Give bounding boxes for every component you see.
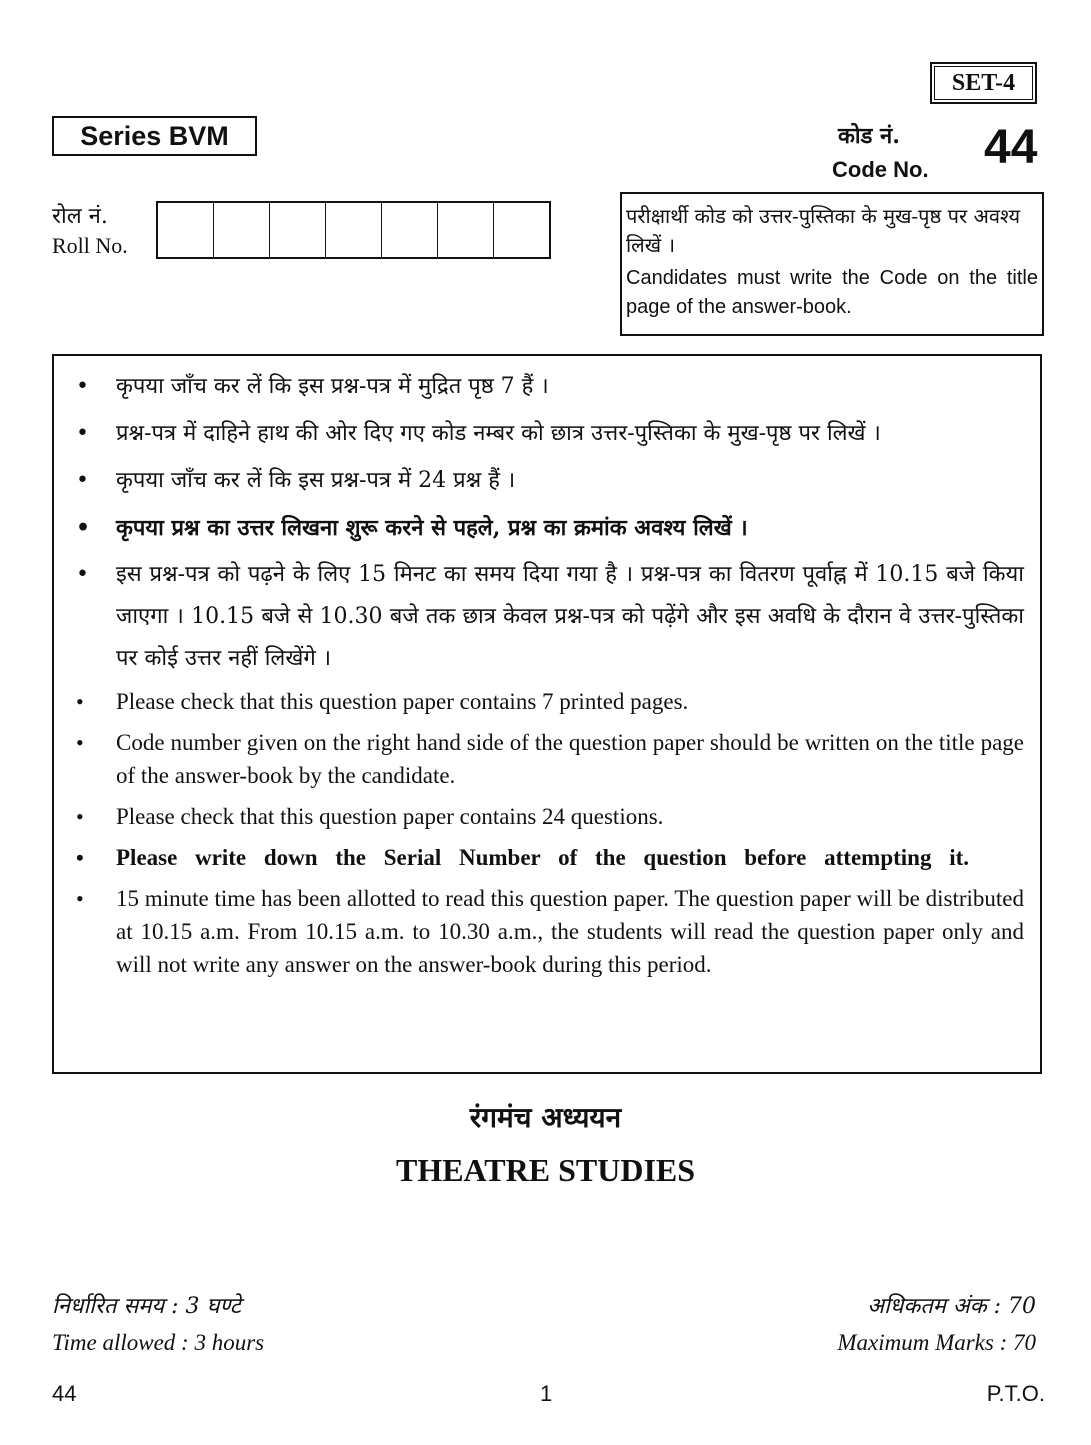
- subject-title-english: THEATRE STUDIES: [395, 1152, 696, 1188]
- bullet-icon: •: [76, 845, 84, 870]
- footer-page-number: 1: [540, 1381, 553, 1406]
- bullet-icon: •: [76, 886, 84, 911]
- roll-number-cell[interactable]: [326, 203, 382, 257]
- instruction-text: Code number given on the right hand side of the question paper should be written on the title page of the answer-book by the candidate.: [116, 730, 1024, 788]
- max-marks-english: Maximum Marks : 70: [837, 1330, 1036, 1355]
- candidate-notice-box: [620, 192, 1044, 336]
- code-number: 44: [984, 121, 1038, 174]
- bullet-icon: •: [76, 468, 89, 493]
- instruction-item: [68, 685, 1024, 718]
- instruction-text: Please check that this question paper contains 7 printed pages.: [116, 689, 689, 714]
- instruction-item: [68, 841, 1024, 874]
- roll-number-grid[interactable]: [156, 201, 551, 259]
- bullet-icon: •: [76, 689, 84, 714]
- time-allowed-hindi: निर्धारित समय : 3 घण्टे: [52, 1294, 241, 1319]
- series-label: Series BVM: [52, 116, 257, 156]
- roll-label-english: Roll No.: [52, 233, 128, 258]
- instruction-item: [68, 882, 1024, 981]
- roll-number-cell[interactable]: [494, 203, 549, 257]
- roll-number-cell[interactable]: [214, 203, 270, 257]
- set-label: SET-4: [934, 66, 1033, 100]
- roll-number-cell[interactable]: [158, 203, 214, 257]
- bullet-icon: •: [76, 562, 89, 587]
- time-allowed-english: Time allowed : 3 hours: [52, 1330, 265, 1355]
- bullet-icon: •: [76, 730, 84, 755]
- max-marks-hindi: अधिकतम अंक : 70: [867, 1294, 1036, 1319]
- instruction-text: इस प्रश्न-पत्र को पढ़ने के लिए 15 मिनट का समय दिया गया है । प्रश्न-पत्र का वितरण पूर्वाह्न में 10.15 बजे किया जाएगा । 10.15 बजे से 10.30 बजे तक छात्र केवल प्रश्न-पत्र को पढ़ेंगे और इस अवधि के दौरान वे उत्तर-पुस्तिका पर कोई उत्तर नहीं लिखेंगे ।: [116, 562, 1024, 671]
- instruction-item: [68, 800, 1024, 833]
- roll-number-cell[interactable]: [270, 203, 326, 257]
- instruction-item: [68, 366, 1024, 408]
- bullet-icon: •: [76, 374, 89, 399]
- instruction-item: [68, 460, 1024, 502]
- bullet-icon: •: [76, 804, 84, 829]
- candidate-notice-hindi: परीक्षार्थी कोड को उत्तर-पुस्तिका के मुख-पृष्ठ पर अवश्य लिखें ।: [626, 204, 1021, 257]
- instruction-item: [68, 726, 1024, 792]
- footer-pto: P.T.O.: [986, 1381, 1045, 1406]
- candidate-notice-english: Candidates must write the Code on the title page of the answer-book.: [626, 267, 1038, 318]
- subject-title-hindi: रंगमंच अध्ययन: [469, 1101, 622, 1134]
- instruction-text: कृपया जाँच कर लें कि इस प्रश्न-पत्र में 24 प्रश्न हैं ।: [116, 468, 516, 493]
- code-label-hindi: कोड नं.: [838, 123, 900, 149]
- instruction-item: [68, 413, 1024, 455]
- roll-number-cell[interactable]: [382, 203, 438, 257]
- instructions-list: [68, 366, 1024, 981]
- roll-label-hindi: रोल नं.: [52, 204, 108, 229]
- roll-number-cell[interactable]: [438, 203, 494, 257]
- bullet-icon: •: [76, 421, 89, 446]
- footer-code: 44: [52, 1381, 77, 1406]
- instruction-text: कृपया प्रश्न का उत्तर लिखना शुरू करने से पहले, प्रश्न का क्रमांक अवश्य लिखें ।: [116, 515, 748, 541]
- instruction-text: प्रश्न-पत्र में दाहिने हाथ की ओर दिए गए कोड नम्बर को छात्र उत्तर-पुस्तिका के मुख-पृष्ठ पर लिखें ।: [116, 421, 881, 446]
- instructions-box: [52, 354, 1042, 1074]
- instruction-text: Please check that this question paper contains 24 questions.: [116, 804, 664, 829]
- set-label-box: [930, 62, 1037, 104]
- code-label-english: Code No.: [832, 157, 929, 182]
- instruction-text: 15 minute time has been allotted to read this question paper. The question paper will be distributed at 10.15 a.m. From 10.15 a.m. to 10.30 a.m., the students will read the question paper only and will not write any answer on the answer-book during this period.: [116, 886, 1024, 977]
- instruction-text: कृपया जाँच कर लें कि इस प्रश्न-पत्र में मुद्रित पृष्ठ 7 हैं ।: [116, 374, 549, 399]
- instruction-text: Please write down the Serial Number of the question before attempting it.: [116, 845, 970, 870]
- bullet-icon: •: [76, 515, 91, 541]
- instruction-item: [68, 554, 1024, 680]
- instruction-item: [68, 507, 1024, 549]
